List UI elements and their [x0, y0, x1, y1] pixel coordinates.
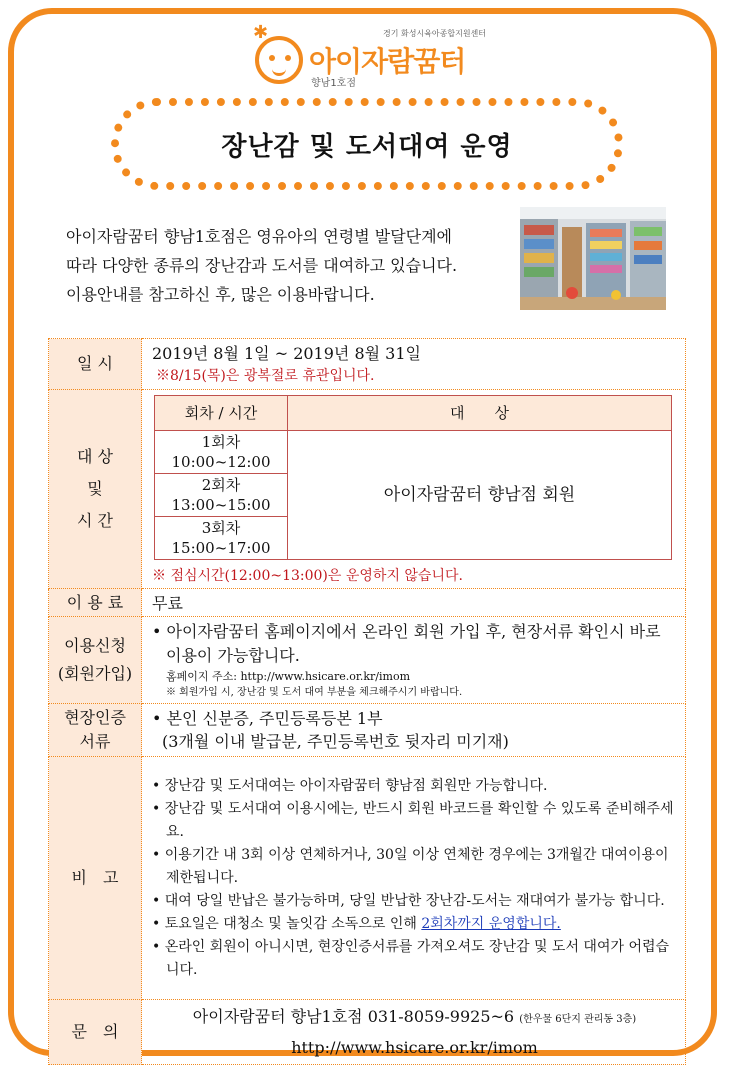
target-cell — [142, 390, 686, 589]
session-3 — [155, 517, 288, 560]
fee-value: 무료 — [142, 589, 686, 617]
toy-library-photo — [520, 207, 666, 310]
row-fee — [49, 589, 686, 617]
schedule-period: 2019년 8월 1일 ~ 2019년 8월 31일 — [152, 344, 421, 363]
page-title: 장난감 및 도서대여 운영 — [221, 131, 513, 162]
saturday-highlight: 2회차까지 운영합니다. — [421, 915, 561, 932]
label-apply-line: (회원가입) — [57, 664, 133, 683]
row-remarks — [49, 757, 686, 1000]
session-header: 회차 / 시간 — [155, 396, 288, 431]
schedule-note: ※8/15(목)은 광복절로 휴관입니다. — [156, 368, 375, 384]
contact-url: http://www.hsicare.or.kr/imom — [291, 1037, 538, 1057]
row-contact — [49, 1000, 686, 1065]
logo-center-name: 경기 화성시육아종합지원센터 — [383, 29, 487, 38]
schedule-cell — [142, 339, 686, 390]
label-docs-line: 서류 — [79, 732, 111, 751]
label-apply — [49, 617, 142, 704]
intro-line: 이용안내를 참고하신 후, 많은 이용바랍니다. — [66, 285, 375, 304]
info-table — [48, 338, 686, 1065]
apply-item: • 아이자람꿈터 홈페이지에서 온라인 회원 가입 후, 현장서류 확인시 바로 이용이 가능합니다. — [152, 621, 661, 665]
remark-item: • 장난감 및 도서대여 이용시에는, 반드시 회원 바코드를 확인할 수 있도록 준비해주세요. — [152, 800, 674, 840]
remark-item: • 대여 당일 반납은 불가능하며, 당일 반납한 장난감-도서는 재대여가 불가능 합니다. — [152, 892, 665, 909]
intro-line: 따라 다양한 종류의 장난감과 도서를 대여하고 있습니다. — [66, 256, 458, 275]
remark-item: • 장난감 및 도서대여는 아이자람꿈터 향남점 회원만 가능합니다. — [152, 777, 548, 794]
remark-item: • 온라인 회원이 아니시면, 현장인증서류를 가져오셔도 장난감 및 도서 대여가 어렵습니다. — [152, 938, 670, 978]
label-contact: 문 의 — [49, 1000, 142, 1065]
session-2 — [155, 474, 288, 517]
session-1 — [155, 431, 288, 474]
label-target-line: 시 간 — [77, 511, 113, 530]
session-row — [155, 431, 672, 474]
row-schedule — [49, 339, 686, 390]
intro-text — [66, 222, 516, 309]
label-apply-line: 이용신청 — [64, 636, 126, 655]
row-target — [49, 390, 686, 589]
session-name: 1회차 — [201, 433, 241, 451]
session-time: 10:00~12:00 — [171, 453, 271, 471]
label-remarks: 비 고 — [49, 757, 142, 1000]
homepage-address: 홈페이지 주소: http://www.hsicare.or.kr/imom — [166, 669, 411, 683]
target-value: 아이자람꿈터 향남점 회원 — [288, 431, 672, 560]
contact-phone: 아이자람꿈터 향남1호점 031-8059-9925~6 — [192, 1006, 515, 1026]
session-table — [154, 395, 672, 560]
session-name: 2회차 — [201, 476, 241, 494]
remark-item: • 이용기간 내 3회 이상 연체하거나, 30일 이상 연체한 경우에는 3개월간 대여이용이 제한됩니다. — [152, 846, 669, 886]
bookshelf-photo-illustration — [520, 207, 666, 310]
contact-line — [152, 1003, 677, 1034]
apply-note: ※ 회원가입 시, 장난감 및 도서 대여 부분을 체크해주시기 바랍니다. — [166, 686, 463, 698]
intro-line: 아이자람꿈터 향남1호점은 영유아의 연령별 발달단계에 — [66, 227, 453, 246]
smiley-face-icon — [255, 36, 303, 84]
session-time: 13:00~15:00 — [171, 496, 271, 514]
label-docs — [49, 704, 142, 757]
label-schedule: 일 시 — [49, 339, 142, 390]
label-fee: 이 용 료 — [49, 589, 142, 617]
star-icon: ✱ — [253, 22, 269, 43]
contact-cell — [142, 1000, 686, 1065]
label-docs-line: 현장인증 — [64, 708, 126, 727]
target-header: 대 상 — [288, 396, 672, 431]
session-time: 15:00~17:00 — [171, 539, 271, 557]
remark-item-saturday — [152, 913, 677, 936]
docs-cell — [142, 704, 686, 757]
docs-sub: (3개월 이내 발급분, 주민등록번호 뒷자리 미기재) — [162, 732, 509, 751]
saturday-text: • 토요일은 대청소 및 놀잇감 소독으로 인해 — [152, 915, 422, 932]
session-name: 3회차 — [201, 519, 241, 537]
lunch-note: ※ 점심시간(12:00~13:00)은 운영하지 않습니다. — [152, 568, 463, 584]
label-target — [49, 390, 142, 589]
contact-location: (한우물 6단지 관리동 3층) — [519, 1013, 637, 1025]
row-apply — [49, 617, 686, 704]
title-box — [111, 98, 623, 190]
apply-cell — [142, 617, 686, 704]
docs-item: • 본인 신분증, 주민등록등본 1부 — [152, 709, 383, 728]
logo-branch: 향남1호점 — [311, 78, 357, 89]
label-target-line: 대 상 — [77, 447, 113, 466]
row-docs — [49, 704, 686, 757]
logo — [253, 22, 487, 90]
logo-name: 아이자람꿈터 — [309, 45, 466, 78]
remarks-cell — [142, 757, 686, 1000]
label-target-line: 및 — [87, 479, 103, 498]
